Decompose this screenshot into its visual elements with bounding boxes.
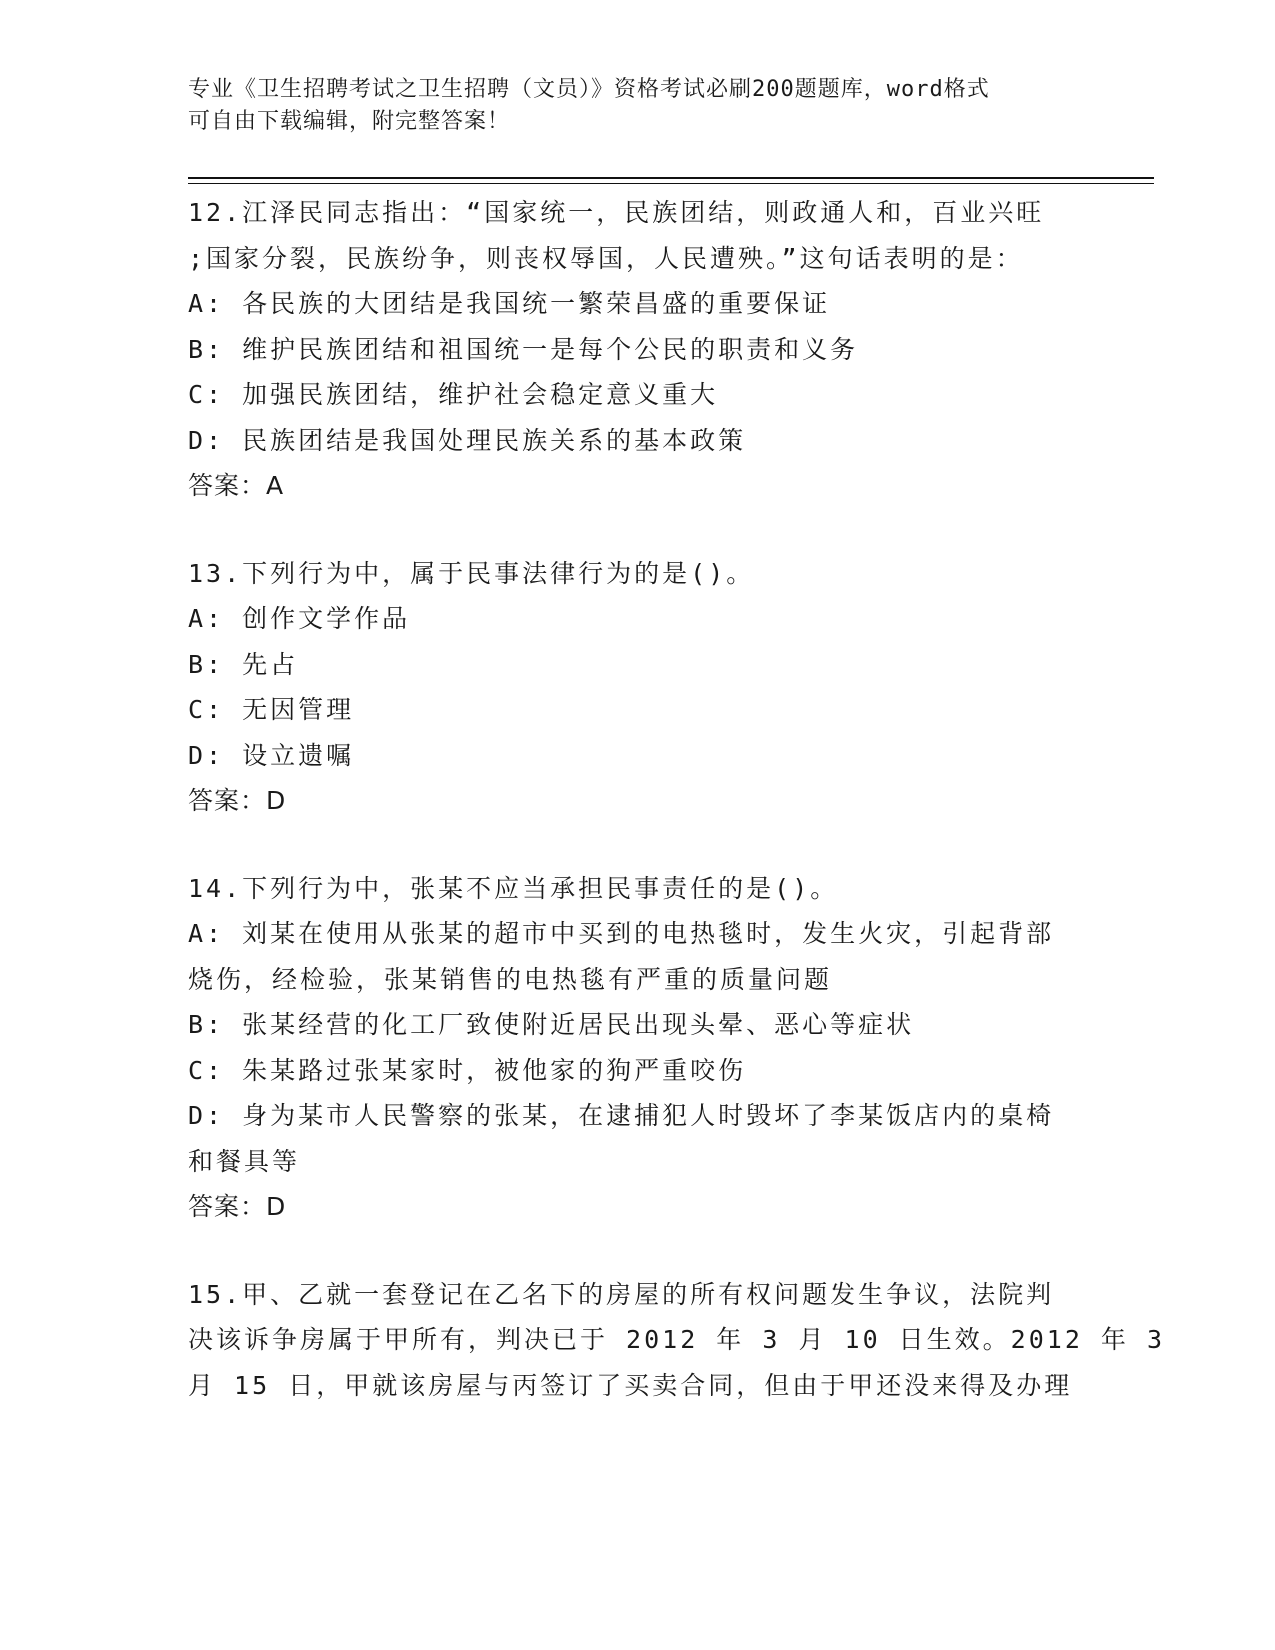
option-a-continued: 烧伤，经检验，张某销售的电热毯有严重的质量问题 (188, 964, 833, 994)
question-stem-line: 14.下列行为中，张某不应当承担民事责任的是()。 (188, 873, 839, 903)
option-a: A: 各民族的大团结是我国统一繁荣昌盛的重要保证 (188, 289, 831, 318)
question-stem-line: ;国家分裂，民族纷争，则丧权辱国，人民遭殃。”这句话表明的是： (188, 243, 1024, 273)
option-d: D: 设立遗嘱 (188, 740, 355, 770)
header-divider-thin (188, 183, 1154, 184)
question-12 (188, 190, 1088, 509)
question-stem-line: 决该诉争房属于甲所有，判决已于 2012 年 3 月 10 日生效。2012 年 3 (188, 1325, 1166, 1354)
header-divider-thick (188, 177, 1154, 179)
question-13 (188, 551, 1088, 824)
answer-label: 答案：D (188, 1192, 287, 1221)
option-b: B: 先占 (188, 649, 299, 679)
question-stem-line: 月 15 日，甲就该房屋与丙签订了买卖合同，但由于甲还没来得及办理 (188, 1370, 1073, 1400)
option-d: D: 民族团结是我国处理民族关系的基本政策 (188, 425, 747, 455)
question-stem-line: 13.下列行为中，属于民事法律行为的是()。 (188, 558, 755, 588)
header-title-line-1: 专业《卫生招聘考试之卫生招聘（文员）》资格考试必刷200题题库，word格式 (188, 77, 990, 102)
option-d-continued: 和餐具等 (188, 1146, 301, 1176)
option-a: A: 创作文学作品 (188, 604, 411, 633)
option-a: A: 刘某在使用从张某的超市中买到的电热毯时，发生火灾，引起背部 (188, 919, 1055, 948)
question-stem-line: 15.甲、乙就一套登记在乙名下的房屋的所有权问题发生争议，法院判 (188, 1279, 1055, 1309)
option-c: C: 加强民族团结，维护社会稳定意义重大 (188, 380, 719, 409)
question-15 (188, 1272, 1166, 1409)
question-list (188, 190, 1166, 1450)
option-c: C: 无因管理 (188, 695, 355, 724)
header-title-line-2: 可自由下载编辑，附完整答案！ (188, 109, 511, 134)
document-header (188, 74, 1068, 138)
option-b: B: 维护民族团结和祖国统一是每个公民的职责和义务 (188, 334, 859, 364)
question-14 (188, 866, 1088, 1230)
option-c: C: 朱某路过张某家时，被他家的狗严重咬伤 (188, 1055, 747, 1085)
question-stem-line: 12.江泽民同志指出：“国家统一，民族团结，则政通人和，百业兴旺 (188, 198, 1045, 227)
option-b: B: 张某经营的化工厂致使附近居民出现头晕、恶心等症状 (188, 1010, 915, 1039)
answer-label: 答案：D (188, 786, 287, 815)
answer-label: 答案：A (188, 471, 285, 500)
option-d: D: 身为某市人民警察的张某，在逮捕犯人时毁坏了李某饭店内的桌椅 (188, 1101, 1055, 1130)
